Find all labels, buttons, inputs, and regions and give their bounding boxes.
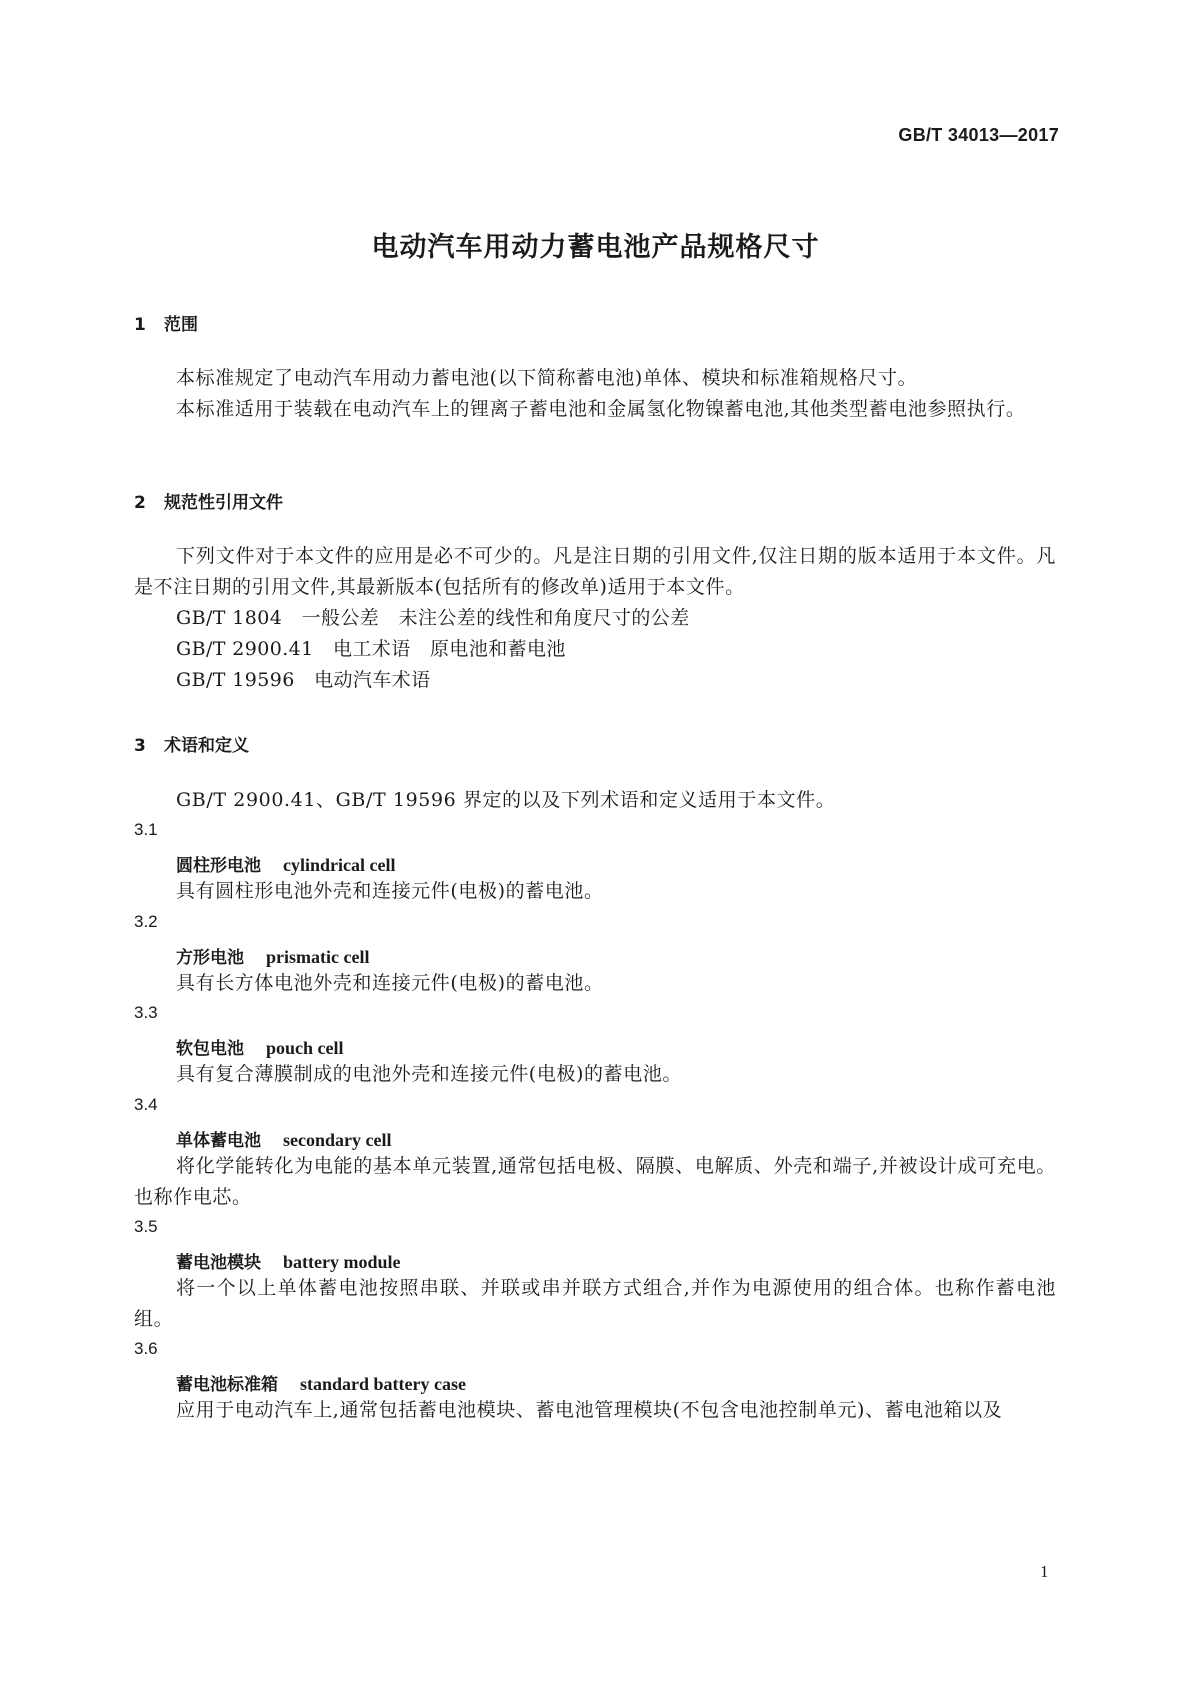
section-3-heading [134, 731, 249, 756]
term-zh: 软包电池 [176, 1039, 244, 1059]
term-definition: 将一个以上单体蓄电池按照串联、并联或串并联方式组合,并作为电源使用的组合体。也称作蓄电池组。 [134, 1277, 1056, 1330]
document-title: 电动汽车用动力蓄电池产品规格尺寸 [371, 232, 820, 263]
term-en: prismatic cell [266, 947, 370, 967]
term-number: 3.2 [134, 912, 158, 931]
reference-item: GB/T 1804 一般公差 未注公差的线性和角度尺寸的公差 [176, 607, 690, 629]
term-zh: 蓄电池模块 [176, 1253, 261, 1273]
reference-item: GB/T 19596 电动汽车术语 [176, 669, 431, 691]
term-title [176, 851, 395, 876]
term-title [176, 1248, 400, 1273]
term-definition: 具有复合薄膜制成的电池外壳和连接元件(电极)的蓄电池。 [176, 1063, 683, 1085]
term-en: standard battery case [300, 1374, 466, 1394]
term-number: 3.4 [134, 1095, 158, 1114]
term-en: cylindrical cell [283, 855, 396, 875]
term-definition: 具有长方体电池外壳和连接元件(电极)的蓄电池。 [176, 972, 604, 994]
section-title: 范围 [164, 315, 198, 335]
section-2-heading [134, 488, 283, 513]
paragraph: 下列文件对于本文件的应用是必不可少的。凡是注日期的引用文件,仅注日期的版本适用于本文件。凡是不注日期的引用文件,其最新版本(包括所有的修改单)适用于本文件。 [134, 545, 1056, 598]
term-number: 3.6 [134, 1339, 158, 1358]
term-en: battery module [283, 1252, 401, 1272]
section-title: 规范性引用文件 [164, 493, 283, 513]
term-zh: 方形电池 [176, 948, 244, 968]
standard-number: GB/T 34013—2017 [898, 125, 1059, 145]
term-en: pouch cell [266, 1038, 344, 1058]
term-title [176, 943, 369, 968]
paragraph: GB/T 2900.41、GB/T 19596 界定的以及下列术语和定义适用于本文件。 [176, 789, 836, 811]
term-definition: 应用于电动汽车上,通常包括蓄电池模块、蓄电池管理模块(不包含电池控制单元)、蓄电池箱以及 [176, 1399, 1003, 1421]
term-zh: 圆柱形电池 [176, 856, 261, 876]
term-zh: 蓄电池标准箱 [176, 1375, 278, 1395]
term-title [176, 1126, 391, 1151]
section-1-heading [134, 310, 198, 335]
term-zh: 单体蓄电池 [176, 1131, 261, 1151]
term-number: 3.3 [134, 1003, 158, 1022]
term-definition: 具有圆柱形电池外壳和连接元件(电极)的蓄电池。 [176, 880, 604, 902]
section-title: 术语和定义 [164, 736, 249, 756]
section-number: 3 [134, 736, 146, 756]
term-title [176, 1370, 466, 1395]
paragraph: 本标准规定了电动汽车用动力蓄电池(以下简称蓄电池)单体、模块和标准箱规格尺寸。 [176, 367, 918, 389]
page-number: 1 [1040, 1562, 1049, 1581]
reference-item: GB/T 2900.41 电工术语 原电池和蓄电池 [176, 638, 566, 660]
section-number: 2 [134, 493, 146, 513]
term-en: secondary cell [283, 1130, 392, 1150]
section-number: 1 [134, 315, 146, 335]
term-number: 3.5 [134, 1217, 158, 1236]
term-number: 3.1 [134, 820, 158, 839]
paragraph: 本标准适用于装载在电动汽车上的锂离子蓄电池和金属氢化物镍蓄电池,其他类型蓄电池参照执行。 [176, 398, 1026, 420]
term-title [176, 1034, 344, 1059]
term-definition: 将化学能转化为电能的基本单元装置,通常包括电极、隔膜、电解质、外壳和端子,并被设计成可充电。也称作电芯。 [134, 1155, 1056, 1208]
